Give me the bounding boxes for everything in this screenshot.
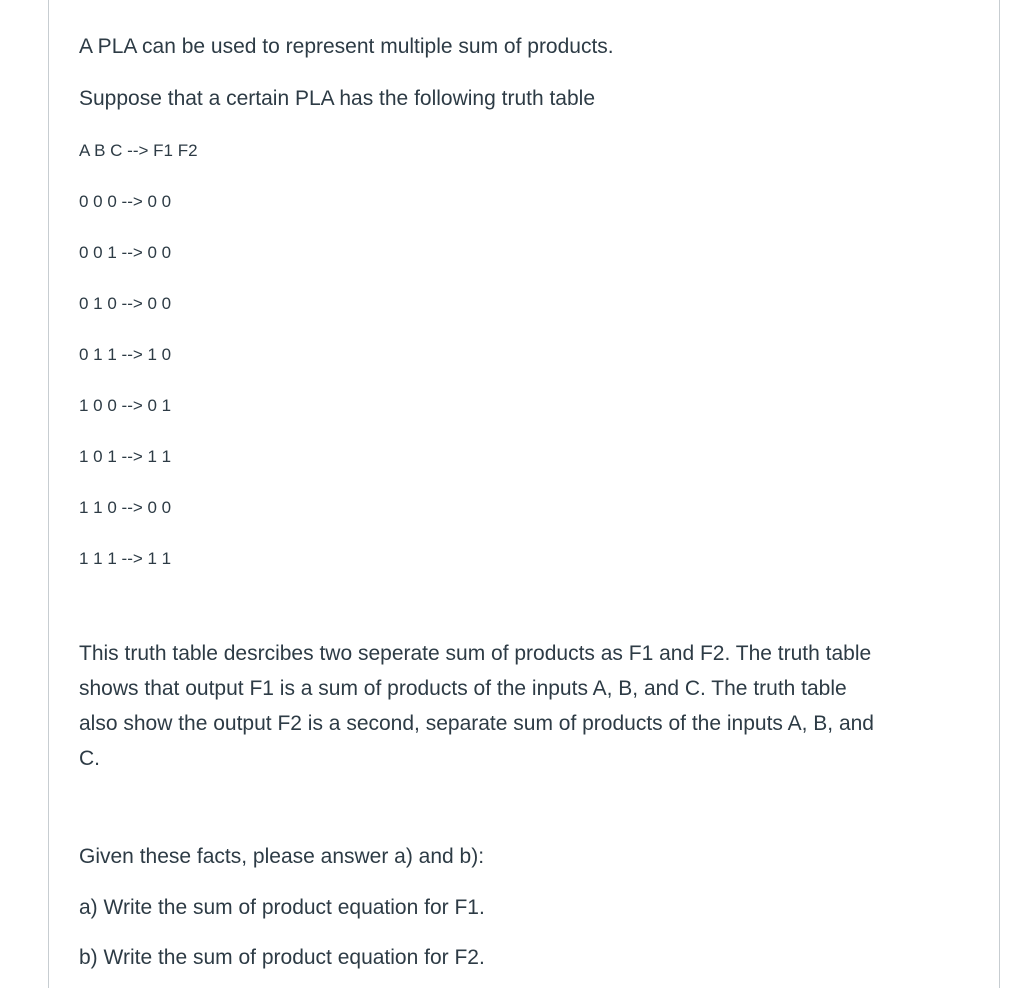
truth-table-row: 1 0 0 --> 0 1 <box>79 396 172 415</box>
truth-table-row: 0 0 0 --> 0 0 <box>79 192 172 211</box>
given-text: Given these facts, please answer a) and b): <box>79 845 485 868</box>
truth-table-row: 1 1 1 --> 1 1 <box>79 549 172 568</box>
truth-table-row: 0 1 1 --> 1 0 <box>79 345 172 364</box>
truth-table-row: 1 1 0 --> 0 0 <box>79 498 172 517</box>
description-line: also show the output F2 is a second, separate sum of products of the inputs A, B, and <box>79 712 874 735</box>
truth-table-row: 0 0 1 --> 0 0 <box>79 243 172 262</box>
truth-table-row: 1 0 1 --> 1 1 <box>79 447 172 466</box>
description-line: This truth table desrcibes two seperate sum of products as F1 and F2. The truth table <box>79 642 872 665</box>
suppose-text: Suppose that a certain PLA has the following truth table <box>79 87 596 110</box>
question-b: b) Write the sum of product equation for F2. <box>79 946 485 969</box>
description-paragraph <box>79 636 979 776</box>
description-line: C. <box>79 747 100 770</box>
intro-text: A PLA can be used to represent multiple sum of products. <box>79 35 614 58</box>
question-card <box>48 0 1000 988</box>
question-a: a) Write the sum of product equation for F1. <box>79 896 485 919</box>
truth-table-row: 0 1 0 --> 0 0 <box>79 294 172 313</box>
truth-table-header: A B C --> F1 F2 <box>79 141 198 160</box>
description-line: shows that output F1 is a sum of products of the inputs A, B, and C. The truth table <box>79 677 847 700</box>
